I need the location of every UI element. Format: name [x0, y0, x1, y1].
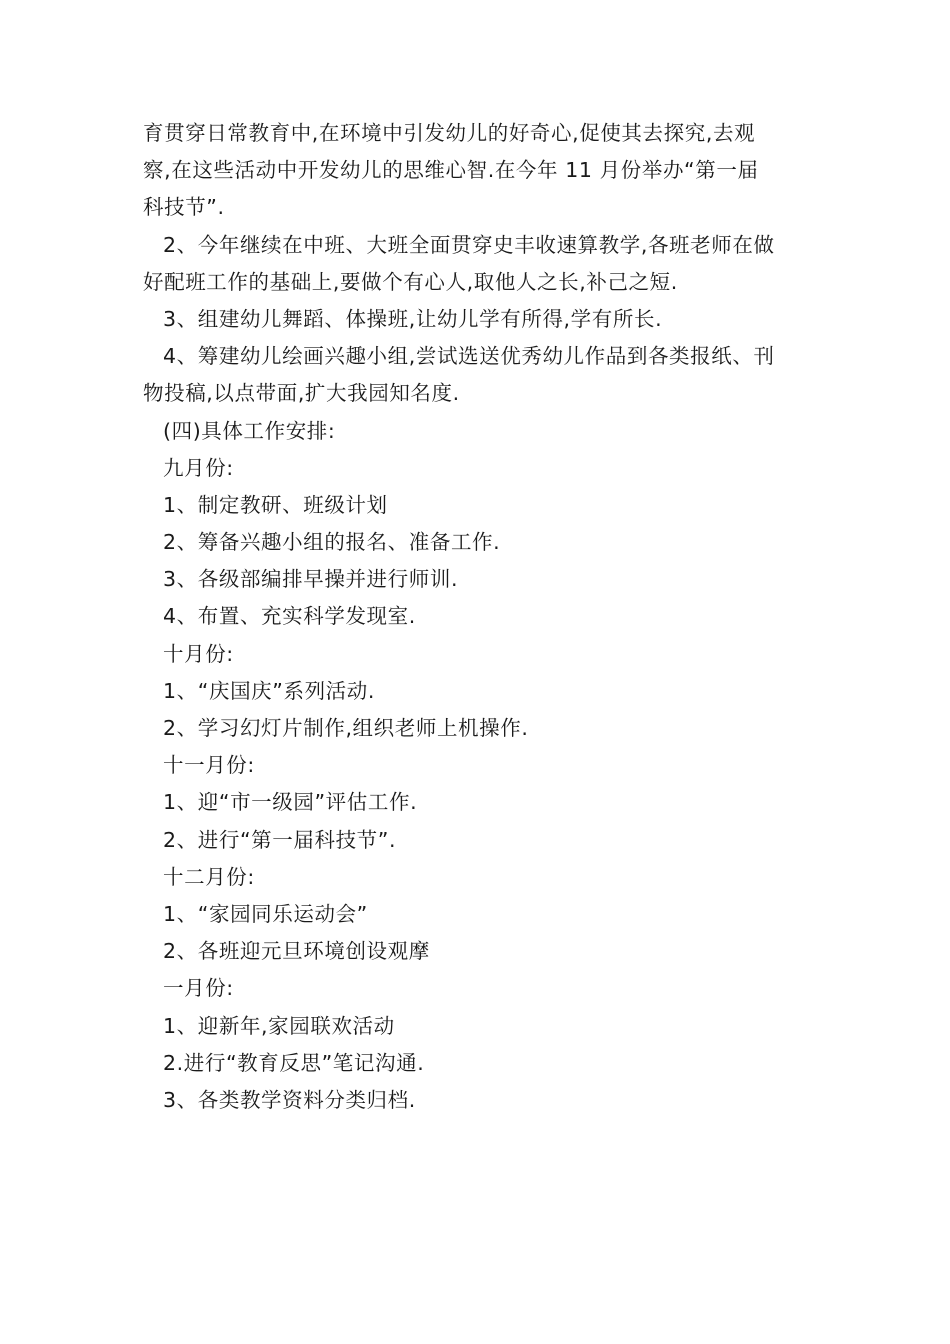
list-item: 1、制定教研、班级计划	[163, 492, 388, 517]
paragraph-line: 2、今年继续在中班、大班全面贯穿史丰收速算教学,各班老师在做	[163, 232, 775, 257]
list-item: 2、学习幻灯片制作,组织老师上机操作.	[163, 716, 529, 740]
paragraph-line: 好配班工作的基础上,要做个有心人,取他人之长,补己之短.	[143, 269, 678, 294]
list-item: 1、“庆国庆”系列活动.	[163, 678, 375, 703]
list-item: 1、“家园同乐运动会”	[163, 901, 368, 926]
list-item: 2.进行“教育反思”笔记沟通.	[163, 1050, 425, 1075]
list-item: 3、各类教学资料分类归档.	[163, 1087, 416, 1112]
month-heading: 十月份:	[163, 641, 234, 666]
month-heading: 一月份:	[163, 976, 234, 1001]
list-item: 1、迎“市一级园”评估工作.	[163, 790, 418, 815]
month-heading: 十一月份:	[163, 753, 255, 778]
list-item: 3、各级部编排早操并进行师训.	[163, 567, 459, 592]
paragraph-line: 4、筹建幼儿绘画兴趣小组,尝试选送优秀幼儿作品到各类报纸、刊	[163, 344, 775, 369]
section-heading: (四)具体工作安排:	[163, 418, 336, 443]
list-item: 2、进行“第一届科技节”.	[163, 827, 397, 852]
list-item: 2、筹备兴趣小组的报名、准备工作.	[163, 530, 501, 555]
paragraph-line: 3、组建幼儿舞蹈、体操班,让幼儿学有所得,学有所长.	[163, 306, 663, 331]
list-item: 2、各班迎元旦环境创设观摩	[163, 939, 430, 964]
month-heading: 九月份:	[163, 455, 234, 480]
document-body	[143, 115, 811, 1119]
month-heading: 十二月份:	[163, 864, 255, 889]
paragraph-line: 育贯穿日常教育中,在环境中引发幼儿的好奇心,促使其去探究,去观	[143, 121, 756, 145]
list-item: 4、布置、充实科学发现室.	[163, 604, 416, 629]
paragraph-line: 物投稿,以点带面,扩大我园知名度.	[143, 381, 460, 406]
list-item: 1、迎新年,家园联欢活动	[163, 1013, 395, 1038]
paragraph-line: 察,在这些活动中开发幼儿的思维心智.在今年 11 月份举办“第一届	[143, 158, 759, 183]
paragraph-line: 科技节”.	[143, 195, 225, 220]
